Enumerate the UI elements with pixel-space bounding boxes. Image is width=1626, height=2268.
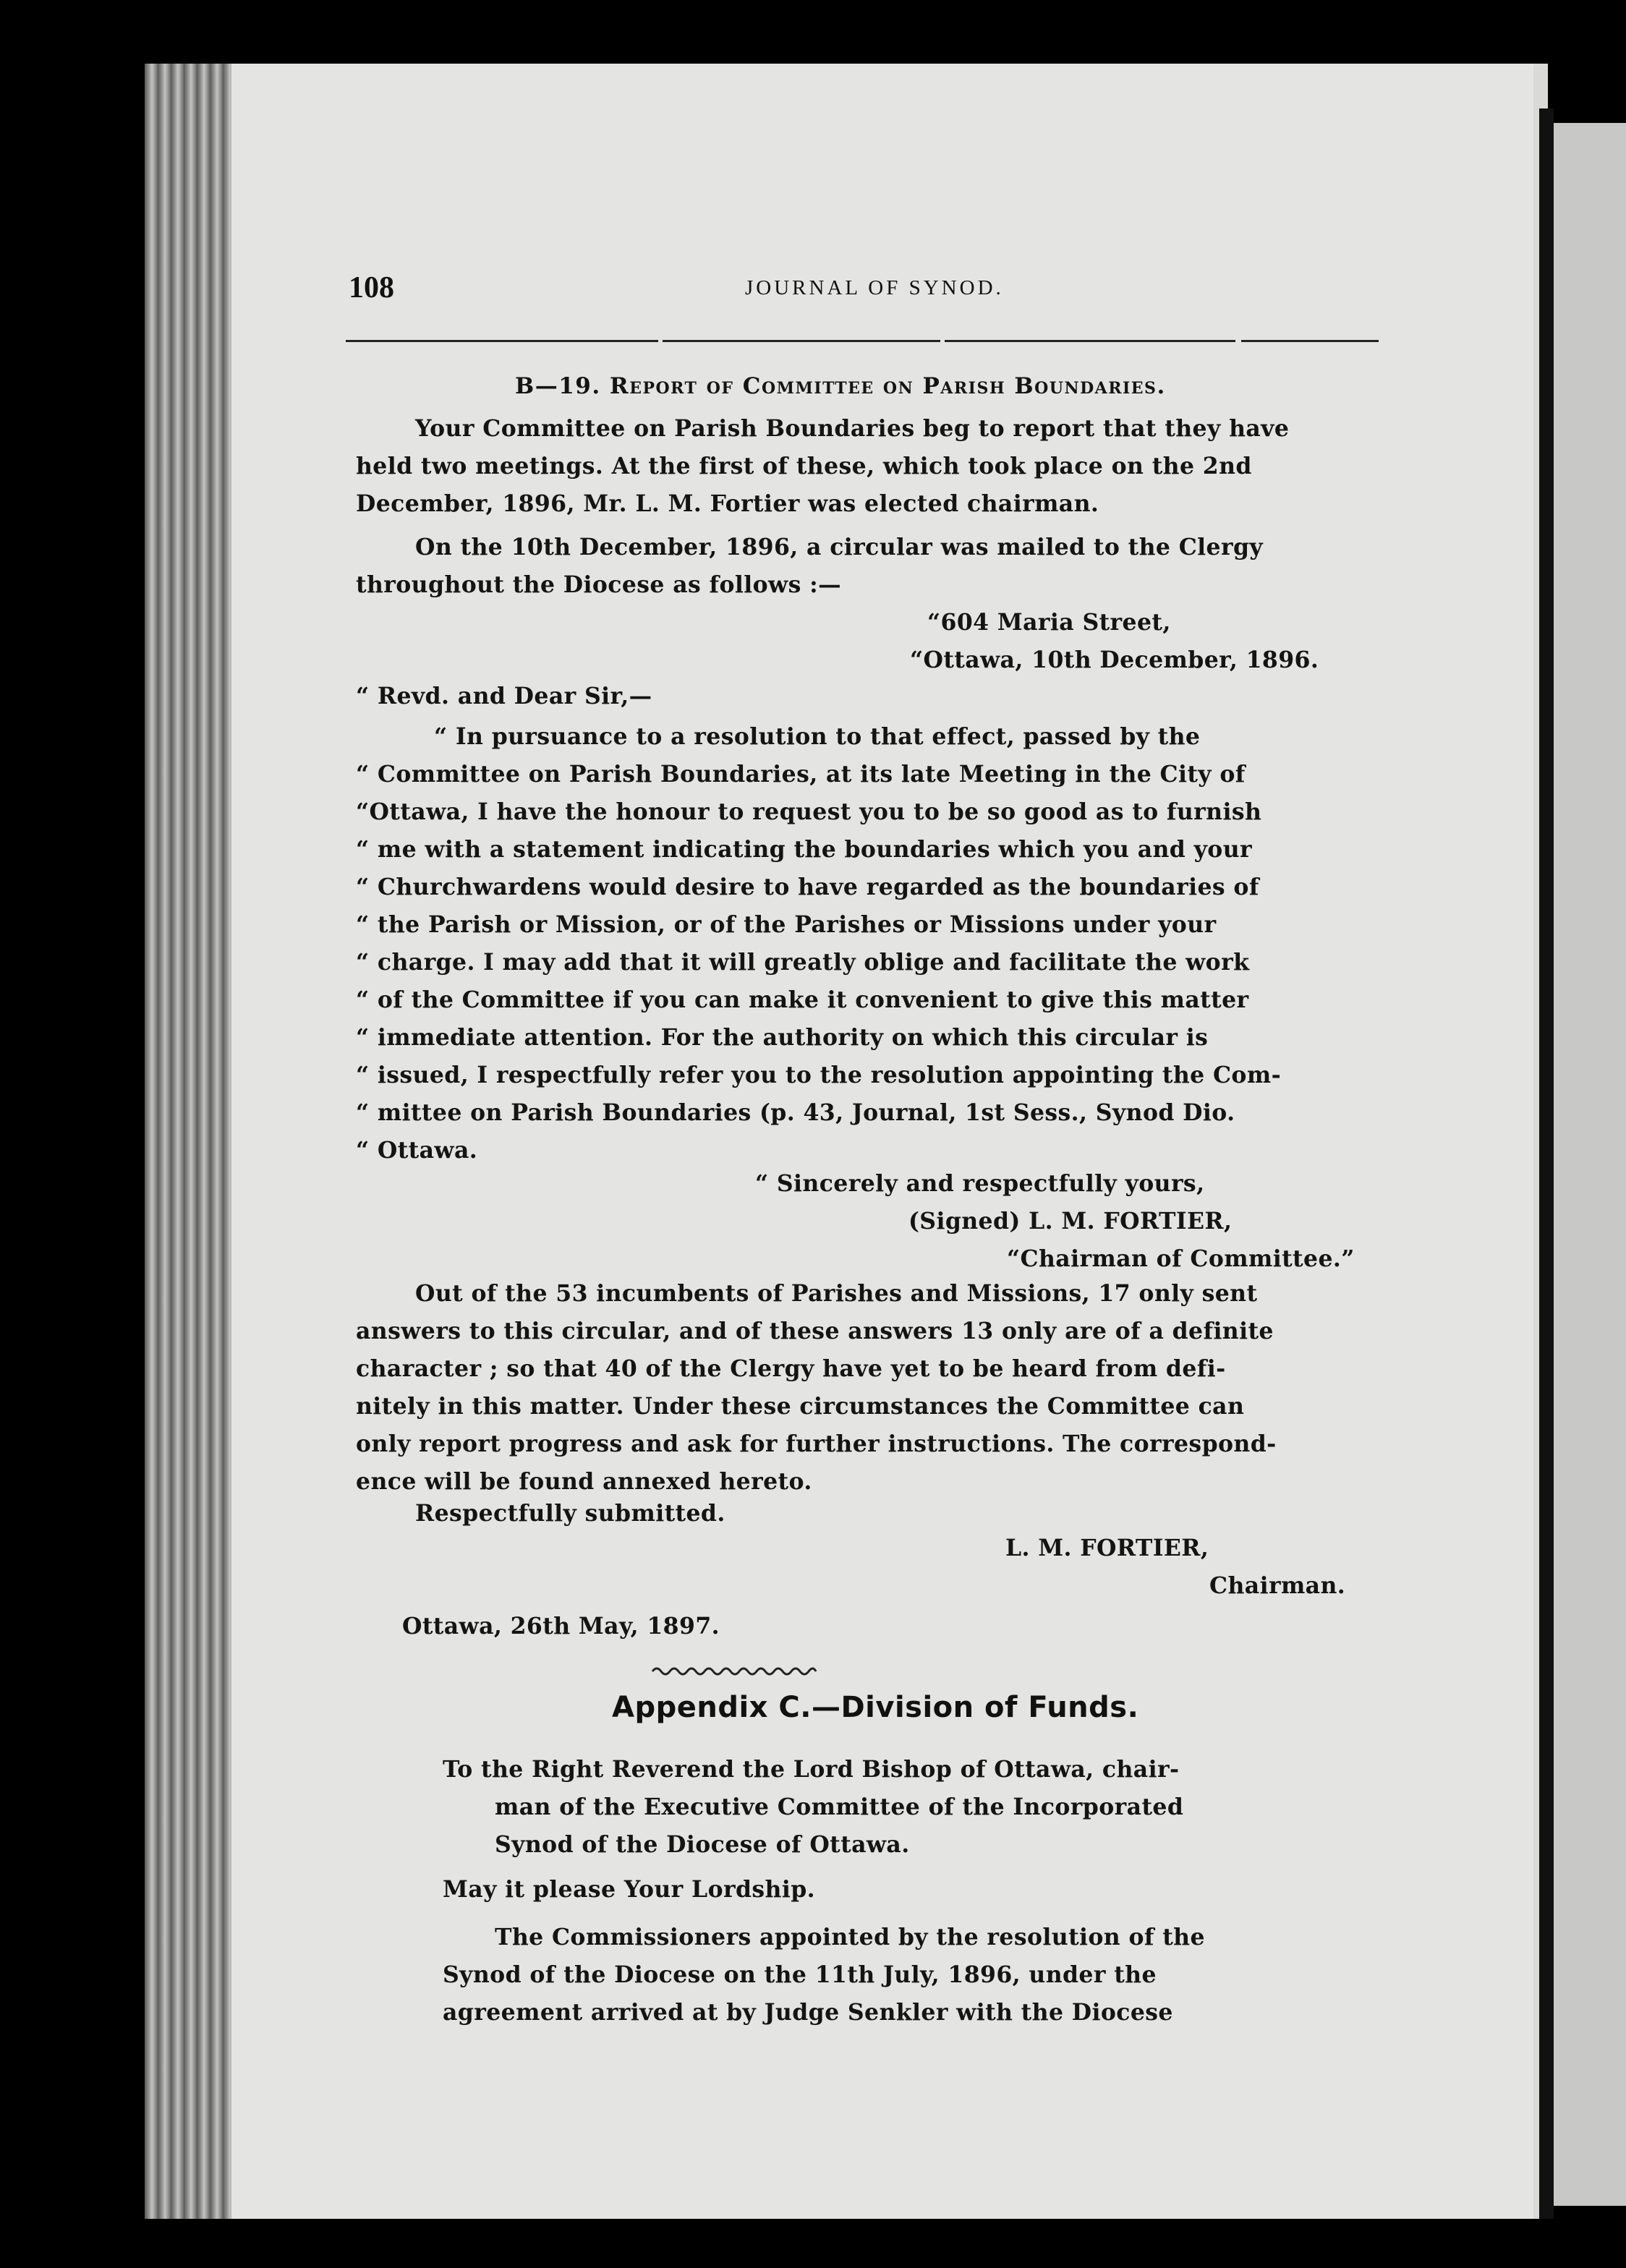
appendix-para-line: agreement arrived at by Judge Senkler with the Diocese bbox=[443, 1999, 1173, 2026]
running-title: JOURNAL OF SYNOD. bbox=[745, 276, 1004, 299]
letter-line: “ Ottawa. bbox=[356, 1137, 478, 1164]
letter-line: “ issued, I respectfully refer you to the resolution appointing the Com- bbox=[356, 1062, 1282, 1088]
para2-line: throughout the Diocese as follows :— bbox=[356, 571, 841, 598]
facing-page-edge bbox=[1554, 123, 1626, 2206]
letter-address: “Ottawa, 10th December, 1896. bbox=[910, 647, 1319, 673]
gutter-shadow bbox=[1539, 108, 1554, 2219]
header-rule bbox=[945, 340, 1235, 342]
letter-line: “ In pursuance to a resolution to that effect, passed by the bbox=[434, 723, 1201, 750]
appendix-heading: Appendix C.—Division of Funds. bbox=[612, 1691, 1139, 1724]
appendix-address-line: To the Right Reverend the Lord Bishop of Ottawa, chair- bbox=[443, 1756, 1180, 1783]
letter-address: “604 Maria Street, bbox=[927, 609, 1171, 636]
para3-line: only report progress and ask for further instructions. The correspond- bbox=[356, 1431, 1277, 1457]
letter-line: “ Churchwardens would desire to have regarded as the boundaries of bbox=[356, 874, 1259, 900]
para3-line: Out of the 53 incumbents of Parishes and Missions, 17 only sent bbox=[415, 1280, 1258, 1307]
header-rule bbox=[1241, 340, 1379, 342]
header-rule bbox=[663, 340, 940, 342]
letter-line: “ me with a statement indicating the boundaries which you and your bbox=[356, 836, 1253, 863]
appendix-salutation: May it please Your Lordship. bbox=[443, 1876, 816, 1903]
letter-line: “ Committee on Parish Boundaries, at its late Meeting in the City of bbox=[356, 761, 1246, 788]
para3-line: character ; so that 40 of the Clergy have yet to be heard from defi- bbox=[356, 1355, 1226, 1382]
letter-line: “Ottawa, I have the honour to request you to be so good as to furnish bbox=[356, 798, 1262, 825]
letter-line: “ charge. I may add that it will greatly oblige and facilitate the work bbox=[356, 949, 1250, 976]
para3-line: nitely in this matter. Under these circumstances the Committee can bbox=[356, 1393, 1245, 1420]
report-heading: B—19. Report of Committee on Parish Boundaries. bbox=[515, 373, 1166, 399]
letter-line: “ the Parish or Mission, or of the Parishes or Missions under your bbox=[356, 911, 1217, 938]
para2-line: On the 10th December, 1896, a circular was mailed to the Clergy bbox=[415, 534, 1264, 560]
appendix-para-line: The Commissioners appointed by the resolution of the bbox=[495, 1924, 1205, 1951]
letter-signed: (Signed) L. M. FORTIER, bbox=[908, 1208, 1233, 1235]
letter-line: “ immediate attention. For the authority on which this circular is bbox=[356, 1024, 1209, 1051]
submitted-line: Respectfully submitted. bbox=[415, 1500, 725, 1527]
header-rule bbox=[346, 340, 658, 342]
para3-line: ence will be found annexed hereto. bbox=[356, 1468, 812, 1495]
para1-line: held two meetings. At the first of these, which took place on the 2nd bbox=[356, 453, 1252, 479]
ornamental-divider bbox=[651, 1663, 817, 1679]
appendix-para-line: Synod of the Diocese on the 11th July, 1896, under the bbox=[443, 1961, 1157, 1988]
report-signer: L. M. FORTIER, bbox=[1005, 1535, 1209, 1561]
para3-line: answers to this circular, and of these answers 13 only are of a definite bbox=[356, 1318, 1274, 1344]
letter-signer-title: “Chairman of Committee.” bbox=[1007, 1245, 1355, 1272]
letter-line: “ mittee on Parish Boundaries (p. 43, Journal, 1st Sess., Synod Dio. bbox=[356, 1099, 1235, 1126]
appendix-address-line: man of the Executive Committee of the Incorporated bbox=[495, 1794, 1184, 1820]
report-date: Ottawa, 26th May, 1897. bbox=[402, 1613, 720, 1640]
para1-line: Your Committee on Parish Boundaries beg to report that they have bbox=[415, 415, 1290, 442]
letter-closing: “ Sincerely and respectfully yours, bbox=[755, 1170, 1205, 1197]
page-edges bbox=[145, 64, 239, 2219]
letter-salutation: “ Revd. and Dear Sir,— bbox=[356, 683, 652, 709]
report-signer-title: Chairman. bbox=[1209, 1572, 1346, 1599]
appendix-address-line: Synod of the Diocese of Ottawa. bbox=[495, 1831, 910, 1858]
page-number: 108 bbox=[349, 271, 394, 304]
para1-line: December, 1896, Mr. L. M. Fortier was elected chairman. bbox=[356, 490, 1099, 517]
letter-line: “ of the Committee if you can make it convenient to give this matter bbox=[356, 986, 1249, 1013]
